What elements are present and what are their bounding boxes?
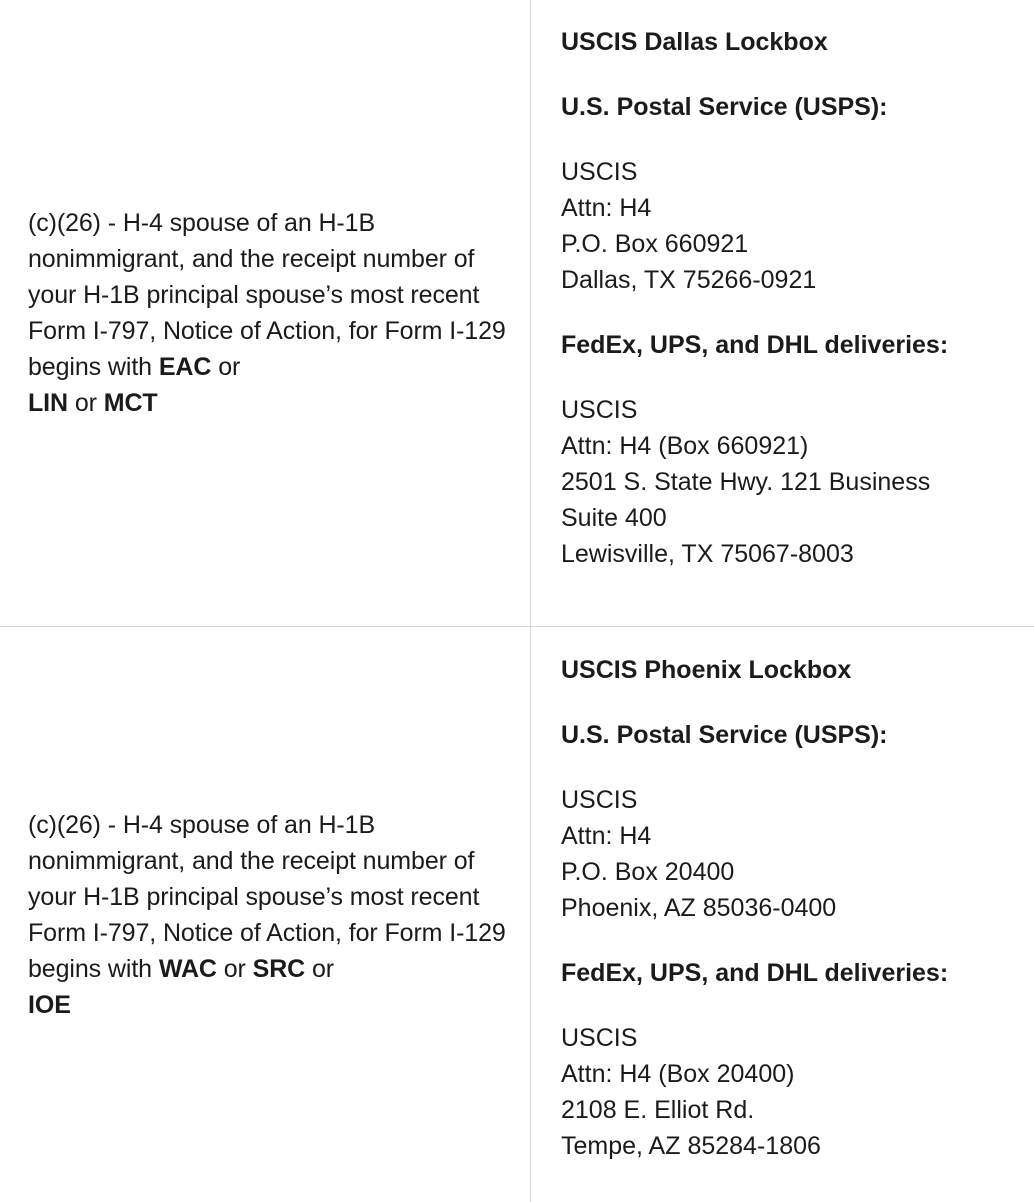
condition-cell: [0, 627, 531, 1202]
courier-address: [561, 1020, 1034, 1164]
address-cell: [531, 627, 1034, 1202]
courier-heading: FedEx, UPS, and DHL deliveries:: [561, 959, 949, 987]
address-line: Tempe, AZ 85284-1806: [561, 1132, 821, 1160]
usps-heading: U.S. Postal Service (USPS):: [561, 721, 888, 749]
address-line: Dallas, TX 75266-0921: [561, 266, 817, 294]
address-line: 2108 E. Elliot Rd.: [561, 1096, 755, 1124]
address-line: USCIS: [561, 158, 638, 186]
lockbox-address: [531, 0, 1034, 572]
courier-address: [561, 392, 1034, 572]
condition-cell: [0, 0, 531, 626]
receipt-prefix-code: IOE: [28, 990, 71, 1019]
eligibility-condition: (c)(26) - H-4 spouse of an H-1B nonimmigrant, and the receipt number of your H-1B principal spouse’s most recent Form I-797, Notice of Action, for Form I-129 begins with WAC or SRC or IOE: [28, 810, 506, 1019]
address-line: Phoenix, AZ 85036-0400: [561, 894, 837, 922]
courier-heading: FedEx, UPS, and DHL deliveries:: [561, 331, 949, 359]
eligibility-condition: (c)(26) - H-4 spouse of an H-1B nonimmigrant, and the receipt number of your H-1B principal spouse’s most recent Form I-797, Notice of Action, for Form I-129 begins with EAC or LIN or MCT: [28, 209, 506, 417]
receipt-prefix-code: MCT: [103, 389, 158, 417]
address-line: Attn: H4: [561, 822, 652, 850]
address-line: USCIS: [561, 396, 638, 424]
address-line: P.O. Box 660921: [561, 230, 749, 258]
lockbox-title: USCIS Phoenix Lockbox: [561, 656, 852, 684]
address-line: Attn: H4: [561, 194, 652, 222]
address-line: Lewisville, TX 75067-8003: [561, 540, 854, 568]
address-line: P.O. Box 20400: [561, 858, 735, 886]
usps-address: [561, 782, 1034, 926]
address-line: USCIS: [561, 786, 638, 814]
usps-heading: U.S. Postal Service (USPS):: [561, 93, 888, 121]
lockbox-title: USCIS Dallas Lockbox: [561, 28, 828, 56]
receipt-prefix-code: WAC: [158, 954, 217, 983]
address-line: Attn: H4 (Box 660921): [561, 432, 809, 460]
usps-address: [561, 154, 1034, 298]
address-line: Suite 400: [561, 504, 667, 532]
receipt-prefix-code: SRC: [252, 954, 306, 983]
address-line: USCIS: [561, 1024, 638, 1052]
address-line: Attn: H4 (Box 20400): [561, 1060, 795, 1088]
address-line: 2501 S. State Hwy. 121 Business: [561, 468, 931, 496]
receipt-prefix-code: LIN: [28, 389, 68, 417]
address-cell: [531, 0, 1034, 626]
lockbox-address: [531, 627, 1034, 1164]
table-row: [0, 627, 1034, 1202]
receipt-prefix-code: EAC: [158, 353, 212, 381]
